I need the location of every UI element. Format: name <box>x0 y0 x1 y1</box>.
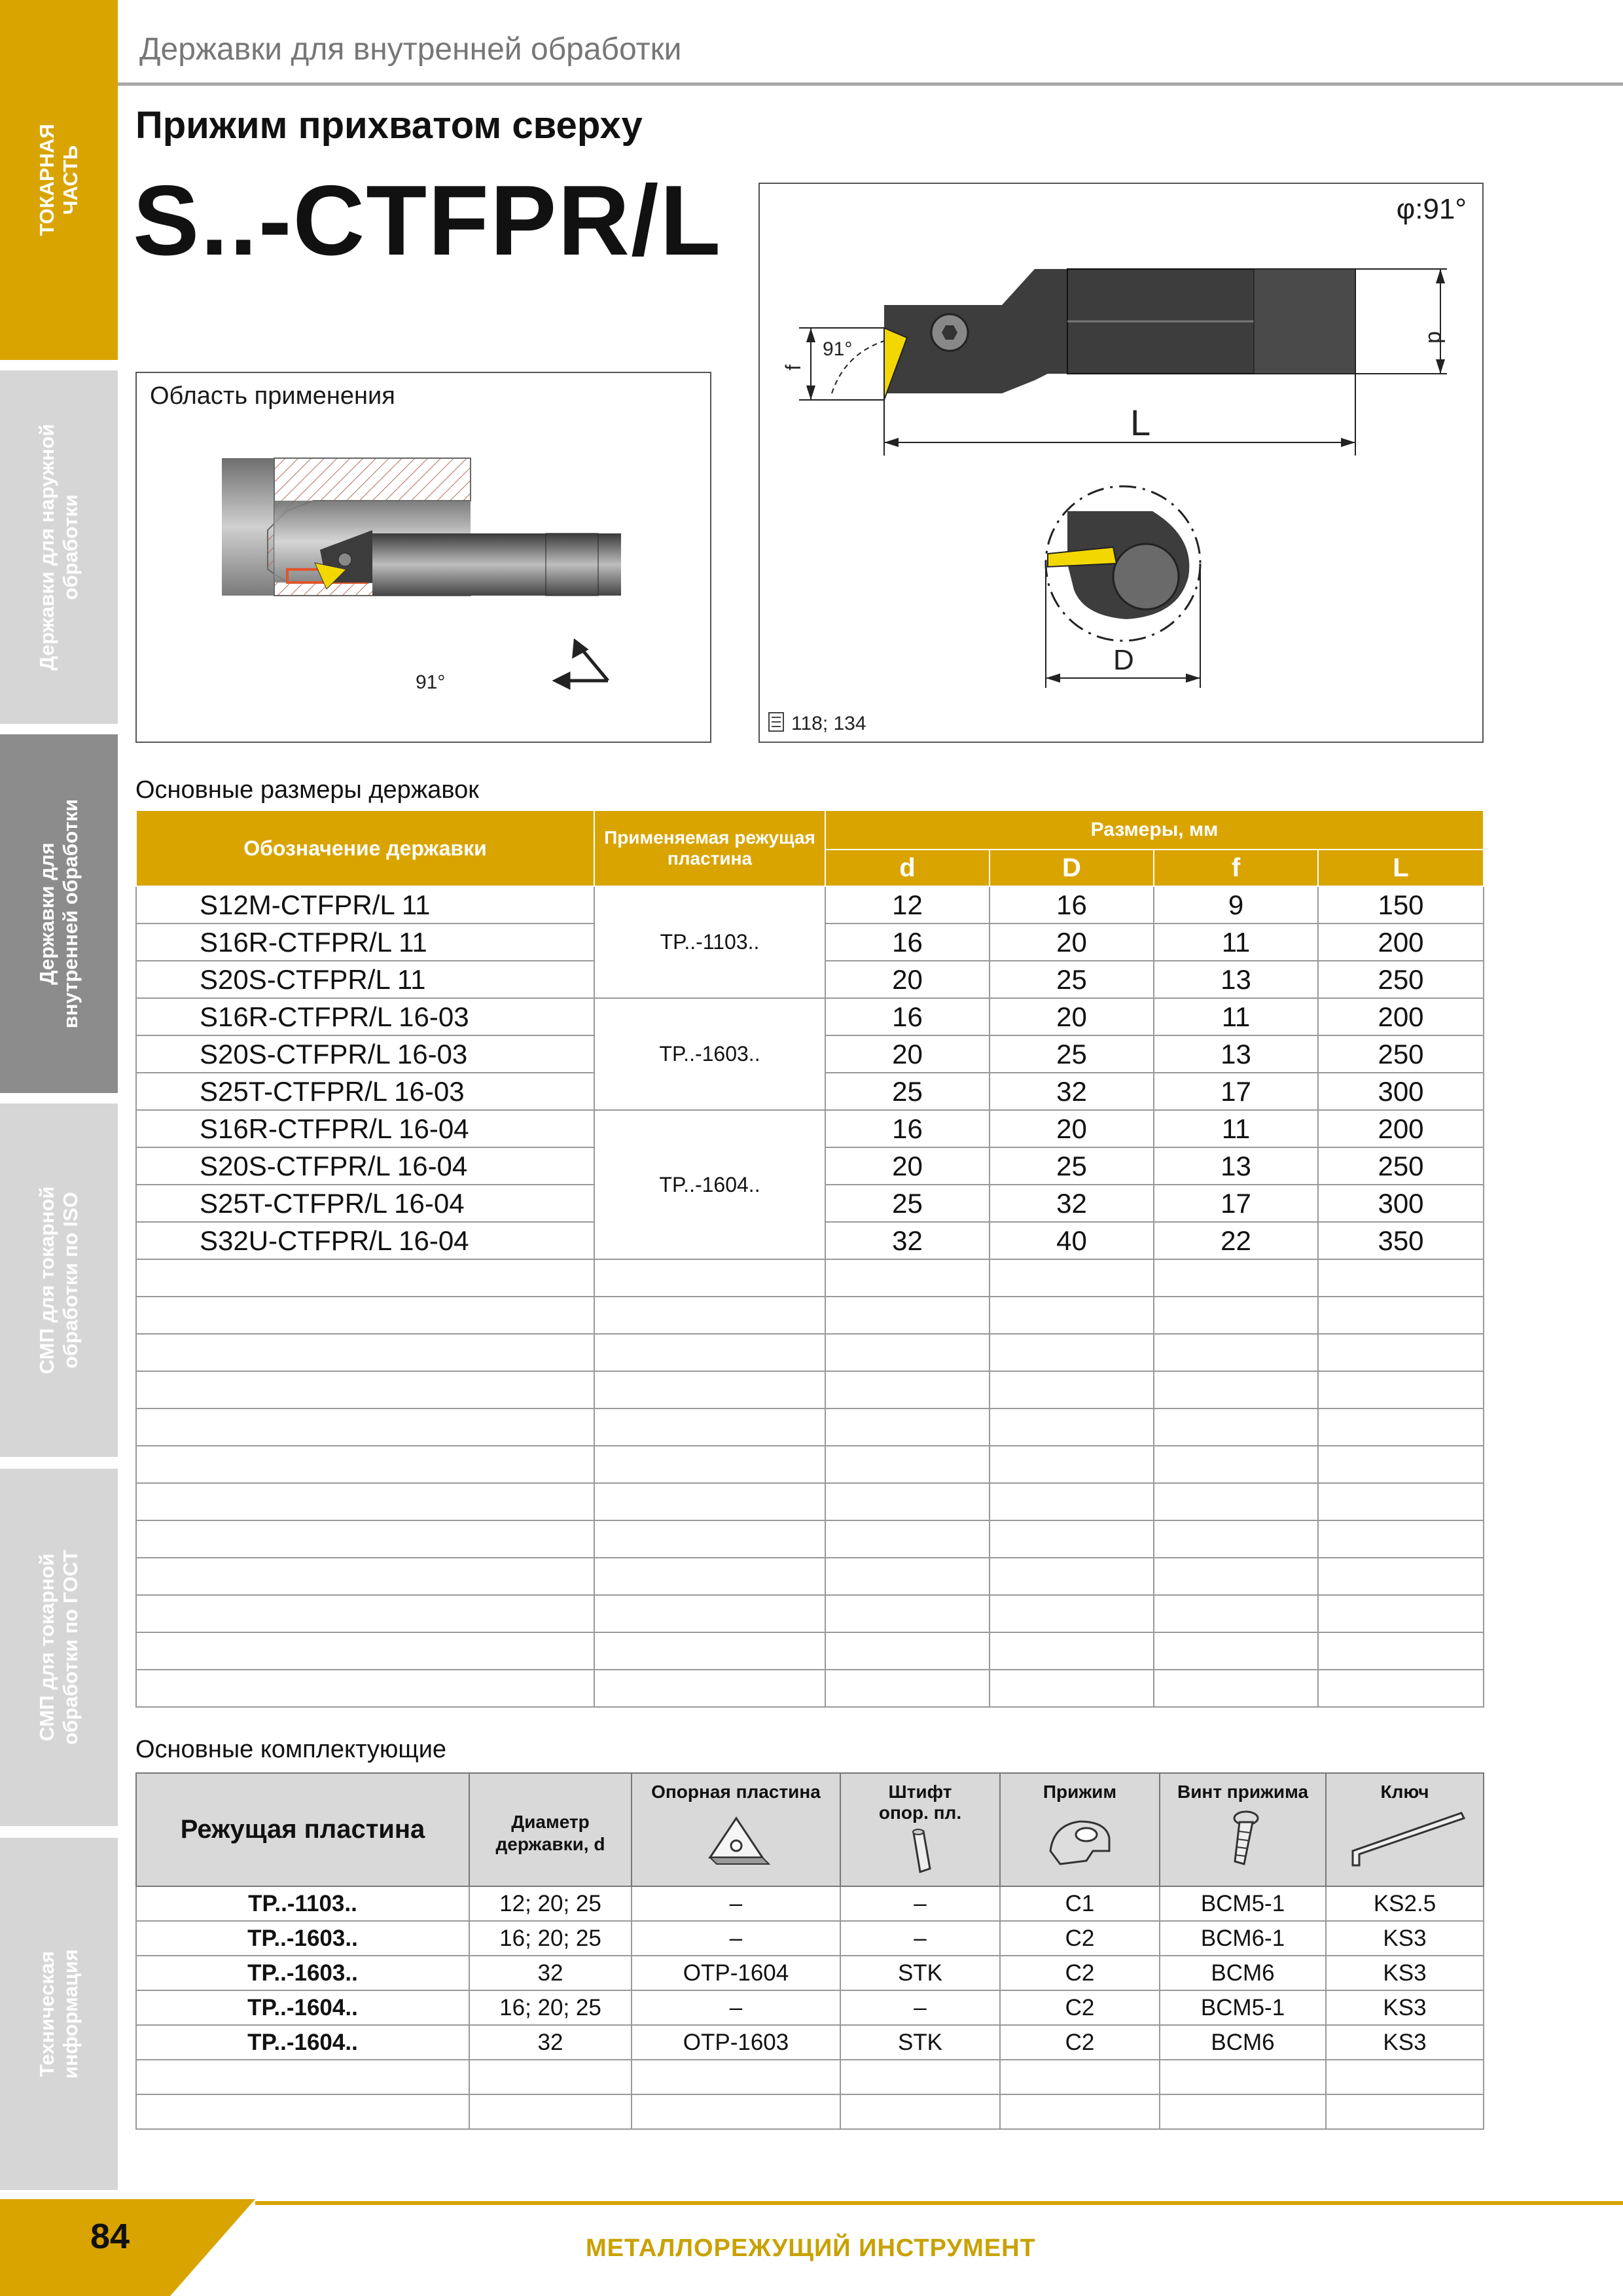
approach-angle-label: φ:91° <box>1396 193 1467 225</box>
col-header-pin-label: Штифт опор. пл. <box>878 1782 962 1823</box>
insert-code: TP..-1603.. <box>136 1956 469 1990</box>
value-D: 32 <box>990 1073 1154 1110</box>
holder-designation: S20S-CTFPR/L 16-03 <box>136 1035 594 1073</box>
value-L: 250 <box>1318 961 1484 998</box>
value-d: 25 <box>825 1185 990 1222</box>
side-tab-gost-inserts[interactable] <box>0 1469 118 1826</box>
value-D: 25 <box>990 1035 1154 1073</box>
pin-icon <box>897 1826 943 1878</box>
col-header-clamp <box>1000 1773 1160 1886</box>
col-header-d: d <box>825 850 990 886</box>
value-f: 9 <box>1154 886 1318 924</box>
page-subtitle: Прижим прихватом сверху <box>135 104 643 147</box>
dimension-D-label: D <box>1113 644 1134 676</box>
col-header-designation: Обозначение державки <box>136 810 594 886</box>
value-L: 350 <box>1318 1222 1484 1259</box>
value-D: 20 <box>990 1110 1154 1147</box>
parts-table <box>135 1772 1484 2130</box>
clamp: C2 <box>1000 1990 1160 2025</box>
application-illustration <box>137 373 710 742</box>
application-panel <box>135 372 711 743</box>
insert-code: TP..-1603.. <box>136 1921 469 1956</box>
clamp: C2 <box>1000 1956 1160 1990</box>
empty-row <box>136 1595 1484 1632</box>
value-f: 13 <box>1154 961 1318 998</box>
value-D: 20 <box>990 924 1154 961</box>
col-header-screw-label: Винт прижима <box>1177 1782 1309 1802</box>
value-L: 150 <box>1318 886 1484 924</box>
table-row <box>136 998 1484 1035</box>
empty-row <box>136 1446 1484 1483</box>
footer-brand: МЕТАЛЛОРЕЖУЩИЙ ИНСТРУМЕНТ <box>586 2234 1036 2262</box>
application-title: Область применения <box>150 382 395 410</box>
seat-plate: – <box>632 1990 840 2025</box>
insert-type: TP..-1603.. <box>594 998 825 1110</box>
side-tab-label: ТОКАРНАЯ ЧАСТЬ <box>35 124 82 236</box>
value-D: 25 <box>990 1147 1154 1185</box>
side-tab-internal-holders[interactable] <box>0 734 118 1093</box>
col-header-screw <box>1160 1773 1326 1886</box>
pin: STK <box>840 2025 1000 2060</box>
col-header-clamp-label: Прижим <box>1043 1782 1117 1802</box>
clamp: C1 <box>1000 1886 1160 1921</box>
col-header-seat-label: Опорная пластина <box>651 1782 821 1802</box>
holder-designation: S20S-CTFPR/L 16-04 <box>136 1147 594 1185</box>
side-tab-external-holders[interactable] <box>0 370 118 724</box>
clamp: C2 <box>1000 1921 1160 1956</box>
hex-key-icon <box>1340 1805 1471 1871</box>
empty-row <box>136 1371 1484 1408</box>
dimension-L-label: L <box>1130 402 1151 443</box>
empty-row <box>136 1558 1484 1595</box>
table-row <box>136 1110 1484 1147</box>
holder-diameter: 16; 20; 25 <box>469 1921 632 1956</box>
technical-drawing <box>760 184 1482 742</box>
col-header-insert-label: Режущая пластина <box>180 1815 425 1844</box>
col-header-key <box>1326 1773 1484 1886</box>
value-d: 20 <box>825 1147 990 1185</box>
empty-row <box>136 1670 1484 1707</box>
empty-row <box>136 1632 1484 1670</box>
col-header-f: f <box>1154 850 1318 886</box>
key: KS3 <box>1326 1921 1484 1956</box>
value-L: 200 <box>1318 924 1484 961</box>
value-D: 40 <box>990 1222 1154 1259</box>
table-row <box>136 1886 1484 1921</box>
pin: – <box>840 1921 1000 1956</box>
pin: STK <box>840 1956 1000 1990</box>
pin: – <box>840 1886 1000 1921</box>
insert-code: TP..-1604.. <box>136 1990 469 2025</box>
holder-designation: S16R-CTFPR/L 16-03 <box>136 998 594 1035</box>
value-f: 11 <box>1154 924 1318 961</box>
side-tab-label: Державки для внутренней обработки <box>35 798 82 1029</box>
holder-designation: S12M-CTFPR/L 11 <box>136 886 594 924</box>
holder-designation: S32U-CTFPR/L 16-04 <box>136 1222 594 1259</box>
value-d: 12 <box>825 886 990 924</box>
value-d: 16 <box>825 1110 990 1147</box>
table-row <box>136 1956 1484 1990</box>
insert-code: TP..-1604.. <box>136 2025 469 2060</box>
dimensions-table <box>135 810 1484 1708</box>
seat-plate: OTP-1603 <box>632 2025 840 2060</box>
side-tab-label: СМП для токарной обработки по ISO <box>35 1186 82 1374</box>
insert-type: TP..-1604.. <box>594 1110 825 1259</box>
holder-designation: S16R-CTFPR/L 11 <box>136 924 594 961</box>
document-icon <box>769 713 783 731</box>
value-D: 20 <box>990 998 1154 1035</box>
clamp-screw: BCM5-1 <box>1160 1886 1326 1921</box>
empty-row <box>136 2094 1484 2129</box>
holder-designation: S25T-CTFPR/L 16-03 <box>136 1073 594 1110</box>
page-reference: 118; 134 <box>791 713 866 734</box>
value-L: 200 <box>1318 1110 1484 1147</box>
value-d: 20 <box>825 961 990 998</box>
col-header-L: L <box>1318 850 1484 886</box>
clamp-screw: BCM5-1 <box>1160 1990 1326 2025</box>
col-header-insert <box>136 1773 469 1886</box>
holder-designation: S25T-CTFPR/L 16-04 <box>136 1185 594 1222</box>
holder-designation: S20S-CTFPR/L 11 <box>136 961 594 998</box>
empty-row <box>136 1259 1484 1297</box>
table-row <box>136 2025 1484 2060</box>
value-f: 11 <box>1154 1110 1318 1147</box>
col-header-diameter-label: Диаметр державки, d <box>495 1811 605 1854</box>
empty-row <box>136 1520 1484 1558</box>
col-header-D: D <box>990 850 1154 886</box>
page-number: 84 <box>90 2217 130 2256</box>
table-row <box>136 1921 1484 1956</box>
side-tab-iso-inserts[interactable] <box>0 1103 118 1457</box>
value-f: 22 <box>1154 1222 1318 1259</box>
empty-row <box>136 1334 1484 1371</box>
value-f: 11 <box>1154 998 1318 1035</box>
value-D: 16 <box>990 886 1154 924</box>
table-row <box>136 1990 1484 2025</box>
col-header-diameter <box>469 1773 632 1886</box>
clamp-screw: BCM6-1 <box>1160 1921 1326 1956</box>
side-tab-technical-info[interactable] <box>0 1838 118 2190</box>
empty-row <box>136 1483 1484 1520</box>
col-header-seat <box>632 1773 840 1886</box>
parts-section-title: Основные комплектующие <box>135 1736 447 1763</box>
seat-plate: – <box>632 1886 840 1921</box>
side-tab-label: Техническая информация <box>35 1949 82 2079</box>
value-L: 300 <box>1318 1185 1484 1222</box>
insert-type: TP..-1103.. <box>594 886 825 998</box>
dimension-f-label: f <box>781 365 805 370</box>
screw-icon <box>1210 1805 1275 1871</box>
pin: – <box>840 1990 1000 2025</box>
value-d: 32 <box>825 1222 990 1259</box>
seat-plate-icon <box>697 1812 776 1871</box>
key: KS3 <box>1326 1990 1484 2025</box>
seat-plate: OTP-1604 <box>632 1956 840 1990</box>
side-tab-label: СМП для токарной обработки по ГОСТ <box>35 1549 82 1746</box>
side-tab-turning[interactable] <box>0 0 118 360</box>
page-title: S..-CTFPR/L <box>133 165 722 276</box>
empty-row <box>136 1297 1484 1334</box>
value-L: 300 <box>1318 1073 1484 1110</box>
value-L: 250 <box>1318 1147 1484 1185</box>
holder-designation: S16R-CTFPR/L 16-04 <box>136 1110 594 1147</box>
value-d: 20 <box>825 1035 990 1073</box>
value-f: 13 <box>1154 1147 1318 1185</box>
col-header-sizes: Размеры, мм <box>825 810 1484 850</box>
value-L: 200 <box>1318 998 1484 1035</box>
empty-row <box>136 2060 1484 2094</box>
clamp-screw: BCM6 <box>1160 2025 1326 2060</box>
value-d: 16 <box>825 998 990 1035</box>
col-header-key-label: Ключ <box>1380 1782 1429 1802</box>
dims-section-title: Основные размеры державок <box>135 776 479 804</box>
value-f: 17 <box>1154 1185 1318 1222</box>
dimension-d-label: d <box>1423 331 1448 344</box>
header-divider <box>118 82 1623 86</box>
seat-plate: – <box>632 1921 840 1956</box>
empty-row <box>136 1408 1484 1446</box>
value-d: 16 <box>825 924 990 961</box>
value-D: 32 <box>990 1185 1154 1222</box>
insert-code: TP..-1103.. <box>136 1886 469 1921</box>
value-f: 13 <box>1154 1035 1318 1073</box>
holder-diameter: 12; 20; 25 <box>469 1886 632 1921</box>
holder-diameter: 16; 20; 25 <box>469 1990 632 2025</box>
technical-drawing-panel <box>758 183 1484 743</box>
col-header-pin <box>840 1773 1000 1886</box>
clamp: C2 <box>1000 2025 1160 2060</box>
key: KS3 <box>1326 2025 1484 2060</box>
section-header: Державки для внутренней обработки <box>139 32 682 67</box>
side-tab-label: Державки для наружной обработки <box>35 423 82 671</box>
clamp-screw: BCM6 <box>1160 1956 1326 1990</box>
value-D: 25 <box>990 961 1154 998</box>
application-angle-label: 91° <box>416 672 446 693</box>
key: KS3 <box>1326 1956 1484 1990</box>
clamp-icon <box>1041 1812 1119 1871</box>
value-d: 25 <box>825 1073 990 1110</box>
value-f: 17 <box>1154 1073 1318 1110</box>
col-header-insert: Применяемая режущая пластина <box>594 810 825 886</box>
table-row <box>136 886 1484 924</box>
key: KS2.5 <box>1326 1886 1484 1921</box>
drawing-angle-label: 91° <box>823 338 853 360</box>
holder-diameter: 32 <box>469 2025 632 2060</box>
value-L: 250 <box>1318 1035 1484 1073</box>
holder-diameter: 32 <box>469 1956 632 1990</box>
